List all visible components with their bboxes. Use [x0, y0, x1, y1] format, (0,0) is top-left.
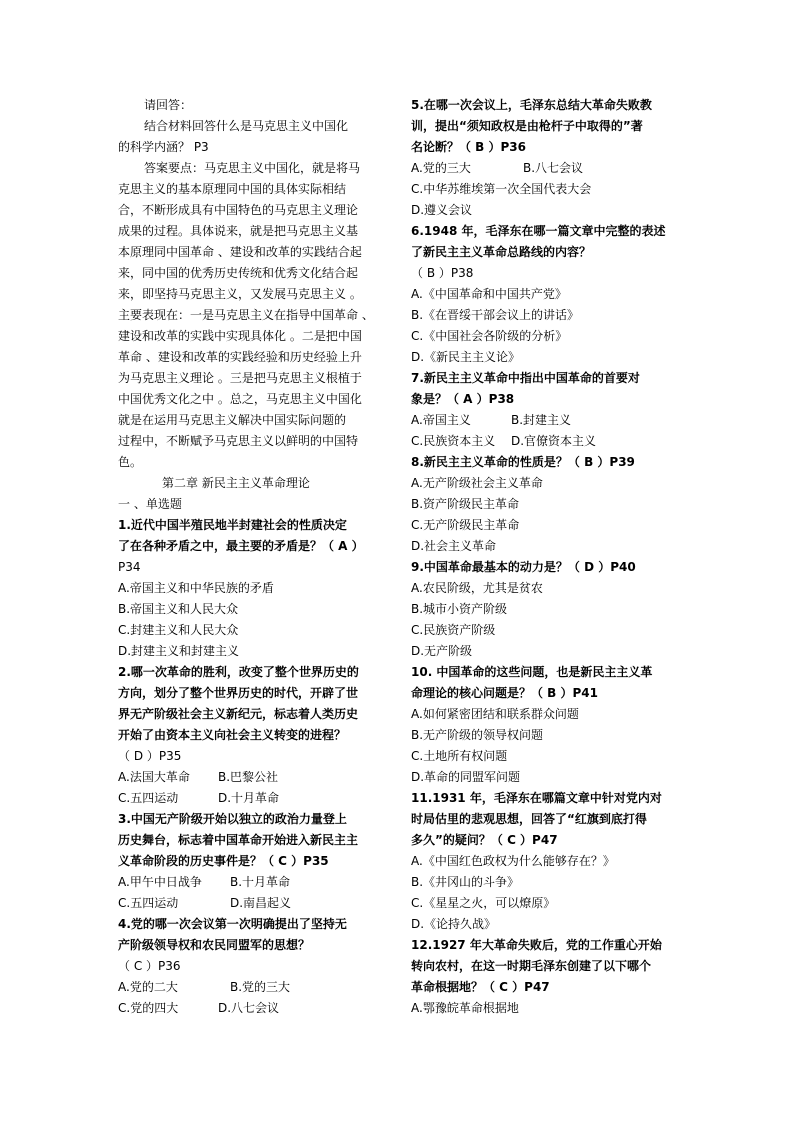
question-text: 训，提出“须知政权是由枪杆子中取得的”著	[411, 119, 643, 133]
answer-line: 革命 、建设和改革的实践经验和历史经验上升	[118, 350, 362, 364]
option: B.城市小资产阶级	[411, 602, 508, 616]
answer-marker: （ C ）P36	[118, 959, 181, 973]
question-text: 11.1931 年，毛泽东在哪篇文章中针对党内对	[411, 791, 662, 805]
question-text: 4.党的哪一次会议第一次明确提出了坚持无	[118, 917, 347, 931]
option: D.《新民主主义论》	[411, 350, 521, 364]
option-row	[411, 410, 686, 431]
option: D.官僚资本主义	[511, 434, 597, 448]
question-text: 12.1927 年大革命失败后，党的工作重心开始	[411, 938, 662, 952]
question-text: 了新民主主义革命总路线的内容？	[411, 245, 592, 259]
option: C.封建主义和人民大众	[118, 623, 239, 637]
answer-line: 答案要点：马克思主义中国化，就是将马	[144, 161, 361, 175]
question-text: 9.中国革命最基本的动力是？（ D ）P40	[411, 560, 636, 574]
option: B.党的三大	[230, 980, 291, 994]
option: A.帝国主义	[411, 413, 471, 427]
option: B.封建主义	[511, 413, 572, 427]
intro-question-line: 的科学内涵？ P3	[118, 140, 209, 154]
question-text: 方向，划分了整个世界历史的时代，开辟了世	[118, 686, 359, 700]
option: C.五四运动	[118, 896, 179, 910]
question-text: 产阶级领导权和农民同盟军的思想？	[118, 938, 311, 952]
answer-line: 来，即坚持马克思主义，又发展马克思主义 。	[118, 287, 362, 301]
question-text: 了在各种矛盾之中，最主要的矛盾是？（ A ）	[118, 539, 364, 553]
question-text: 象是？（ A ）P38	[411, 392, 515, 406]
option: D.社会主义革命	[411, 539, 497, 553]
answer-line: 建设和改革的实践中实现具体化 。二是把中国	[118, 329, 362, 343]
option: D.南昌起义	[230, 896, 292, 910]
option: A.鄂豫皖革命根据地	[411, 1001, 519, 1015]
option: D.十月革命	[218, 791, 280, 805]
option: D.八七会议	[218, 1001, 280, 1015]
option: A.党的三大	[411, 161, 471, 175]
option: A.《中国革命和中国共产党》	[411, 287, 567, 301]
answer-line: 本原理同中国革命 、建设和改革的实践结合起	[118, 245, 362, 259]
option: C.党的四大	[118, 1001, 179, 1015]
intro-question-line: 结合材料回答什么是马克思主义中国化	[144, 119, 349, 133]
answer-line: 克思主义的基本原理同中国的具体实际相结	[118, 182, 347, 196]
question-text: 7.新民主主义革命中指出中国革命的首要对	[411, 371, 640, 385]
option-row	[411, 158, 686, 179]
right-column	[411, 95, 686, 1019]
question-text: 界无产阶级社会主义新纪元，标志着人类历史	[118, 707, 359, 721]
option: B.八七会议	[523, 161, 584, 175]
option: B.《井冈山的斗争》	[411, 875, 520, 889]
question-text: 3.中国无产阶级开始以独立的政治力量登上	[118, 812, 347, 826]
question-text: 名论断？（ B ）P36	[411, 140, 526, 154]
option-row	[118, 788, 406, 809]
option: A.甲午中日战争	[118, 875, 202, 889]
option: C.《中国社会各阶级的分析》	[411, 329, 568, 343]
question-text: 5.在哪一次会议上，毛泽东总结大革命失败教	[411, 98, 652, 112]
option: B.无产阶级的领导权问题	[411, 728, 544, 742]
option: D.革命的同盟军问题	[411, 770, 521, 784]
answer-line: 就是在运用马克思主义解决中国实际问题的	[118, 413, 347, 427]
question-text: 1.近代中国半殖民地半封建社会的性质决定	[118, 518, 347, 532]
answer-line: 中国优秀文化之中 。总之，马克思主义中国化	[118, 392, 362, 406]
question-text: 时局估里的悲观思想，回答了“红旗到底打得	[411, 812, 647, 826]
answer-line: 为马克思主义理论 。三是把马克思主义根植于	[118, 371, 362, 385]
answer-line: 主要表现在：一是马克思主义在指导中国革命 、	[118, 308, 374, 322]
question-text: 10. 中国革命的这些问题，也是新民主主义革	[411, 665, 653, 679]
answer-line: 成果的过程。具体说来，就是把马克思主义基	[118, 224, 359, 238]
option: A.党的二大	[118, 980, 178, 994]
question-text: 2.哪一次革命的胜利，改变了整个世界历史的	[118, 665, 359, 679]
option-row	[118, 977, 406, 998]
option: A.帝国主义和中华民族的矛盾	[118, 581, 274, 595]
answer-line: 来，同中国的优秀历史传统和优秀文化结合起	[118, 266, 359, 280]
option: C.民族资本主义	[411, 434, 496, 448]
question-text: 义革命阶段的历史事件是？（ C ）P35	[118, 854, 329, 868]
option: B.帝国主义和人民大众	[118, 602, 239, 616]
question-text: 开始了由资本主义向社会主义转变的进程？	[118, 728, 347, 742]
option: C.土地所有权问题	[411, 749, 508, 763]
option-row	[118, 998, 406, 1019]
option: A.《中国红色政权为什么能够存在？》	[411, 854, 615, 868]
option: D.遵义会议	[411, 203, 473, 217]
option: A.法国大革命	[118, 770, 190, 784]
answer-line: 合，不断形成具有中国特色的马克思主义理论	[118, 203, 359, 217]
option: C.中华苏维埃第一次全国代表大会	[411, 182, 592, 196]
question-text: 历史舞台，标志着中国革命开始进入新民主主	[118, 833, 359, 847]
option: B.巴黎公社	[218, 770, 279, 784]
option: B.《在晋绥干部会议上的讲话》	[411, 308, 580, 322]
answer-line: 过程中，不断赋予马克思主义以鲜明的中国特	[118, 434, 359, 448]
option-row	[118, 767, 406, 788]
page-ref: P34	[118, 560, 141, 574]
option: C.无产阶级民主革命	[411, 518, 520, 532]
answer-line: 色。	[118, 455, 143, 469]
option: A.如何紧密团结和联系群众问题	[411, 707, 579, 721]
question-text: 8.新民主主义革命的性质是？（ B ）P39	[411, 455, 635, 469]
question-text: 多久”的疑问？（ C ）P47	[411, 833, 558, 847]
chapter-title: 第二章 新民主主义革命理论	[162, 476, 310, 490]
option: C.五四运动	[118, 791, 179, 805]
option: D.封建主义和封建主义	[118, 644, 240, 658]
question-text: 命理论的核心问题是？（ B ）P41	[411, 686, 598, 700]
option-row	[118, 893, 406, 914]
intro-heading: 请回答：	[144, 98, 193, 112]
option-row	[411, 431, 686, 452]
left-column	[118, 95, 406, 1019]
option: A.无产阶级社会主义革命	[411, 476, 543, 490]
option: C.《星星之火，可以燎原》	[411, 896, 556, 910]
option: B.十月革命	[230, 875, 291, 889]
option: B.资产阶级民主革命	[411, 497, 520, 511]
option: C.民族资产阶级	[411, 623, 496, 637]
option-row	[118, 872, 406, 893]
question-text: 转向农村，在这一时期毛泽东创建了以下哪个	[411, 959, 652, 973]
option: D.《论持久战》	[411, 917, 497, 931]
question-text: 6.1948 年，毛泽东在哪一篇文章中完整的表述	[411, 224, 666, 238]
option: A.农民阶级，尤其是贫农	[411, 581, 543, 595]
section-title: 一 、单选题	[118, 497, 182, 511]
option: D.无产阶级	[411, 644, 473, 658]
answer-marker: （ B ）P38	[411, 266, 474, 280]
answer-marker: （ D ）P35	[118, 749, 182, 763]
question-text: 革命根据地？（ C ）P47	[411, 980, 550, 994]
